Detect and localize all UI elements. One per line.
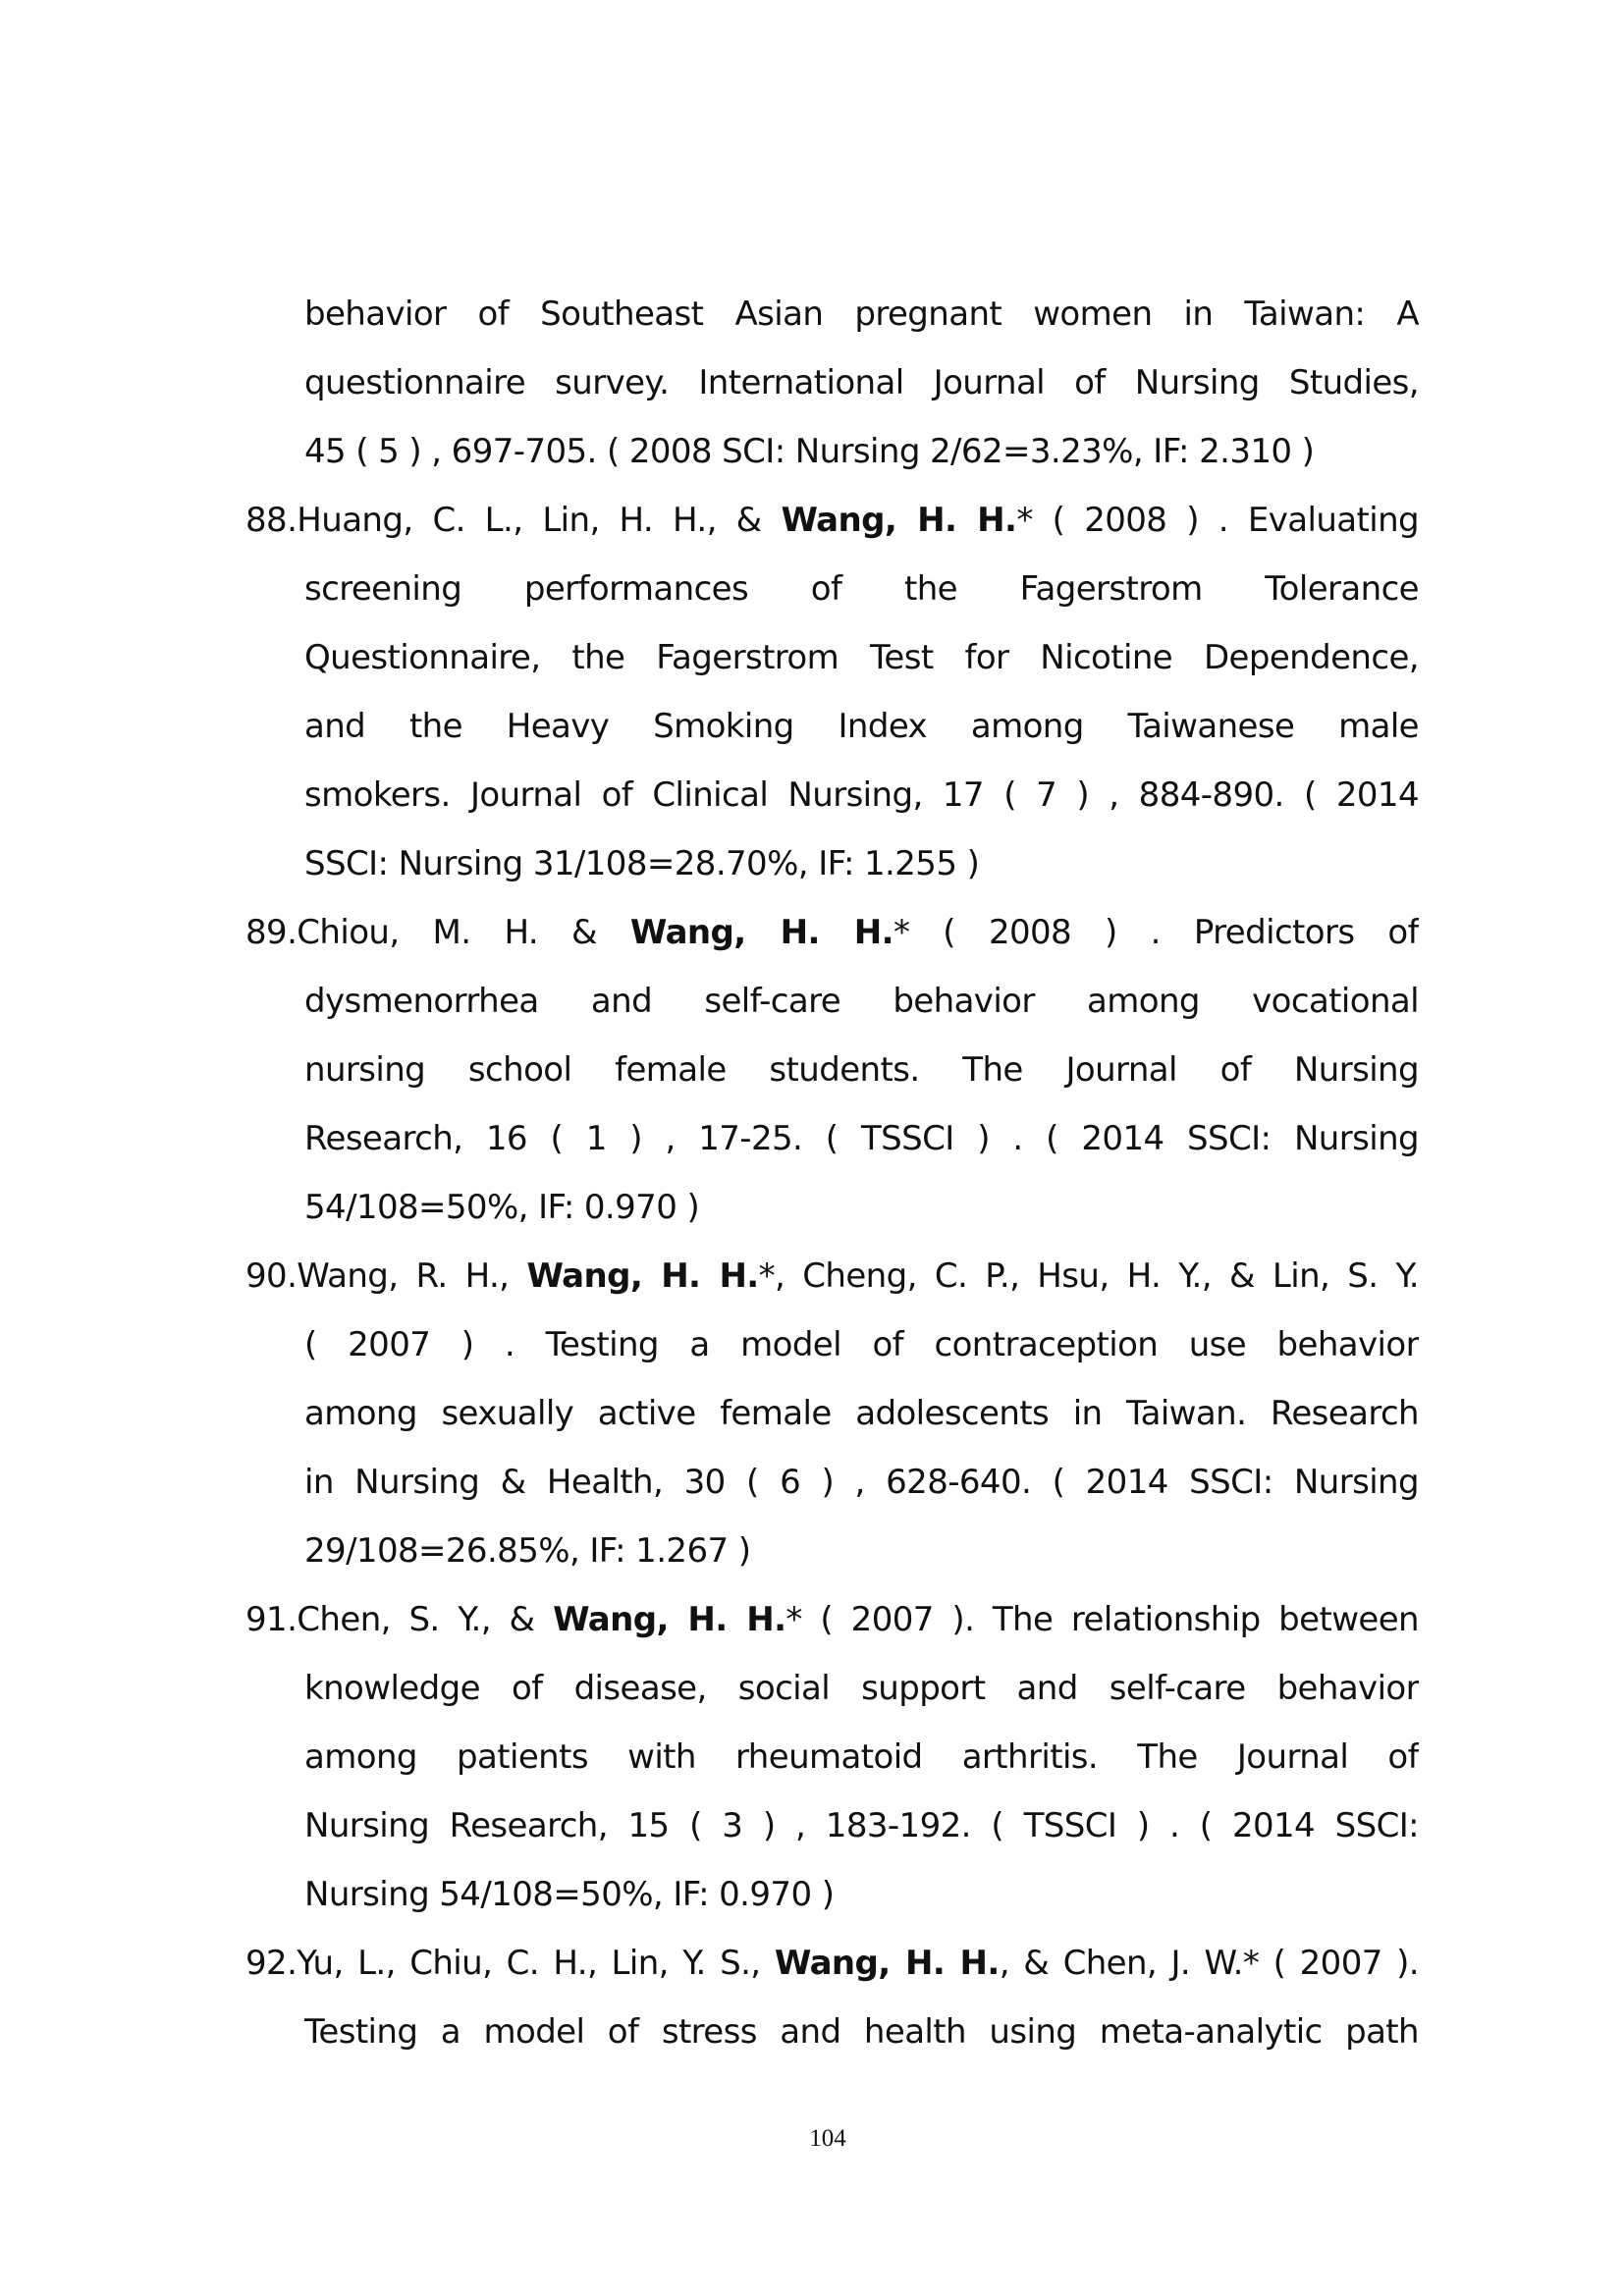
reference-line: Nursing Research, 15 ( 3 ) , 183-192. ( TSSCI ) . ( 2014 SSCI: bbox=[304, 1806, 1419, 1845]
highlighted-author: Wang, H. H. bbox=[553, 1600, 786, 1639]
reference-number: 90. bbox=[245, 1256, 298, 1296]
reference-line: ( 2007 ) . Testing a model of contraception use behavior bbox=[304, 1325, 1419, 1364]
reference-line: and the Heavy Smoking Index among Taiwanese male bbox=[304, 707, 1419, 746]
highlighted-author: Wang, H. H. bbox=[526, 1256, 759, 1296]
reference-authors: Chen, S. Y., & bbox=[297, 1600, 554, 1639]
reference-first-line bbox=[245, 1929, 1419, 1998]
reference-line: screening performances of the Fagerstrom Tolerance bbox=[304, 569, 1419, 609]
reference-line: Nursing 54/108=50%, IF: 0.970 ) bbox=[304, 1875, 835, 1914]
reference-line: Research, 16 ( 1 ) , 17-25. ( TSSCI ) . ( 2014 SSCI: Nursing bbox=[304, 1119, 1419, 1158]
reference-line: 29/108=26.85%, IF: 1.267 ) bbox=[304, 1531, 751, 1571]
reference-line: 45 ( 5 ) , 697-705. ( 2008 SCI: Nursing 2/62=3.23%, IF: 2.310 ) bbox=[304, 432, 1315, 471]
reference-line: smokers. Journal of Clinical Nursing, 17 ( 7 ) , 884-890. ( 2014 bbox=[304, 775, 1419, 815]
reference-authors: Yu, L., Chiu, C. H., Lin, Y. S., bbox=[297, 1944, 775, 1983]
reference-line: among sexually active female adolescents in Taiwan. Research bbox=[304, 1394, 1419, 1433]
reference-year-title: * ( 2008 ) . Evaluating bbox=[1016, 501, 1419, 540]
reference-number: 92. bbox=[245, 1944, 298, 1983]
highlighted-author: Wang, H. H. bbox=[781, 501, 1017, 540]
highlighted-author: Wang, H. H. bbox=[774, 1944, 1000, 1983]
reference-line: SSCI: Nursing 31/108=28.70%, IF: 1.255 ) bbox=[304, 844, 980, 883]
reference-first-line bbox=[245, 1585, 1419, 1654]
reference-entry-88 bbox=[245, 486, 1419, 898]
reference-authors: Chiou, M. H. & bbox=[297, 913, 630, 952]
reference-number: 91. bbox=[245, 1600, 298, 1639]
reference-list bbox=[245, 280, 1419, 2066]
reference-authors: Wang, R. H., bbox=[297, 1256, 527, 1296]
reference-line: in Nursing & Health, 30 ( 6 ) , 628-640. ( 2014 SSCI: Nursing bbox=[304, 1463, 1419, 1502]
reference-year-title: * ( 2008 ) . Predictors of bbox=[893, 913, 1419, 952]
highlighted-author: Wang, H. H. bbox=[629, 913, 893, 952]
reference-first-line bbox=[245, 898, 1419, 967]
reference-entry-92 bbox=[245, 1929, 1419, 2066]
reference-year-title: * ( 2007 ). The relationship between bbox=[785, 1600, 1419, 1639]
page-number: 104 bbox=[809, 2125, 846, 2152]
reference-first-line bbox=[245, 1242, 1419, 1310]
reference-number: 88. bbox=[245, 501, 298, 540]
reference-coauthors: , & Chen, J. W.* ( 2007 ). bbox=[999, 1944, 1419, 1983]
reference-authors: Huang, C. L., Lin, H. H., & bbox=[297, 501, 782, 540]
reference-line: Questionnaire, the Fagerstrom Test for Nicotine Dependence, bbox=[304, 638, 1419, 677]
reference-line: 54/108=50%, IF: 0.970 ) bbox=[304, 1188, 700, 1227]
reference-first-line bbox=[245, 486, 1419, 555]
reference-coauthors: *, Cheng, C. P., Hsu, H. Y., & Lin, S. Y. bbox=[758, 1256, 1419, 1296]
reference-entry-continued bbox=[245, 280, 1419, 486]
reference-line: knowledge of disease, social support and self-care behavior bbox=[304, 1669, 1419, 1708]
reference-entry-90 bbox=[245, 1242, 1419, 1585]
reference-entry-89 bbox=[245, 898, 1419, 1242]
reference-entry-91 bbox=[245, 1585, 1419, 1929]
reference-number: 89. bbox=[245, 913, 298, 952]
reference-line: Testing a model of stress and health using meta-analytic path bbox=[304, 2012, 1419, 2052]
reference-line: behavior of Southeast Asian pregnant women in Taiwan: A bbox=[304, 294, 1419, 334]
reference-line: nursing school female students. The Journal of Nursing bbox=[304, 1050, 1419, 1090]
reference-line: dysmenorrhea and self-care behavior among vocational bbox=[304, 982, 1419, 1021]
reference-line: among patients with rheumatoid arthritis. The Journal of bbox=[304, 1737, 1419, 1777]
reference-line: questionnaire survey. International Journal of Nursing Studies, bbox=[304, 363, 1419, 402]
